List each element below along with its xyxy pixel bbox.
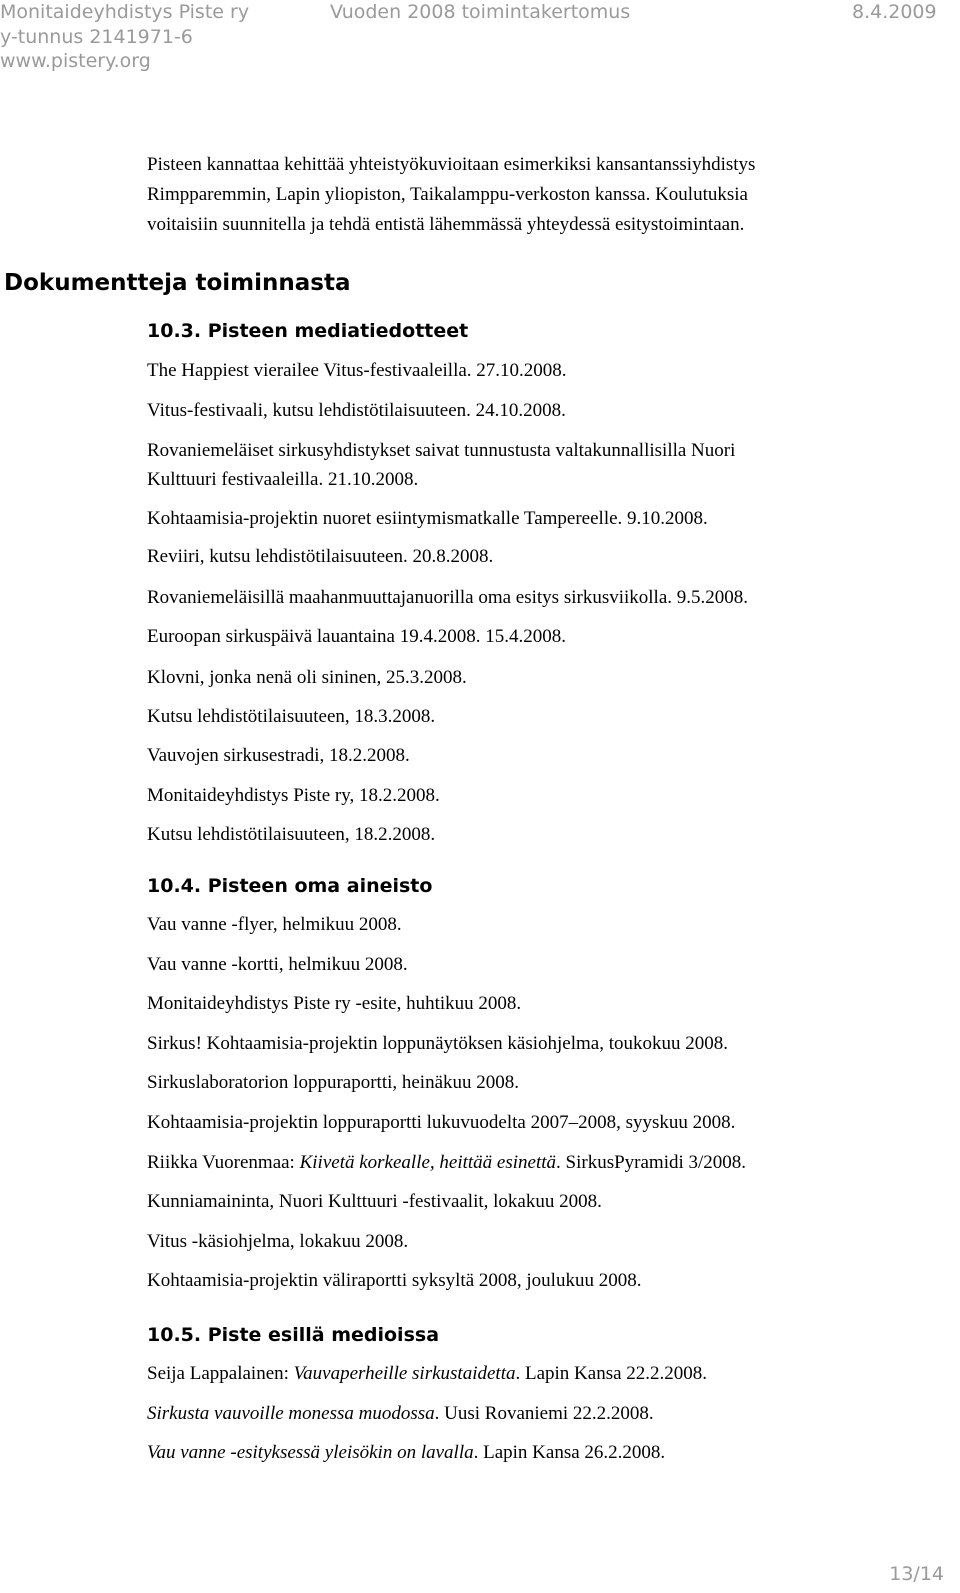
list-item: Sirkus! Kohtaamisia-projektin loppunäytöksen käsiohjelma, toukokuu 2008. — [147, 1033, 729, 1054]
list-item: The Happiest vierailee Vitus-festivaaleilla. 27.10.2008. — [147, 360, 567, 381]
header-org: Monitaideyhdistys Piste ry — [0, 1, 250, 23]
source: . Lapin Kansa 22.2.2008. — [515, 1363, 708, 1384]
intro-paragraph — [147, 150, 937, 240]
header-website[interactable]: www.pistery.org — [0, 50, 151, 72]
list-item: Vau vanne -flyer, helmikuu 2008. — [147, 914, 402, 935]
author: Seija Lappalainen: — [147, 1363, 294, 1384]
header-title: Vuoden 2008 toimintakertomus — [330, 1, 631, 23]
intro-line: voitaisiin suunnitella ja tehdä entistä lähemmässä yhteydessä esitystoimintaan. — [147, 214, 745, 235]
section-title: Dokumentteja toiminnasta — [4, 270, 351, 296]
source: . Uusi Rovaniemi 22.2.2008. — [434, 1403, 654, 1424]
intro-line: Rimpparemmin, Lapin yliopiston, Taikalamppu-verkoston kanssa. Koulutuksia — [147, 184, 748, 205]
list-item: Rovaniemeläisillä maahanmuuttajanuorilla oma esitys sirkusviikolla. 9.5.2008. — [147, 587, 749, 608]
list-item: Kunniamaininta, Nuori Kulttuuri -festivaalit, lokakuu 2008. — [147, 1191, 602, 1212]
article-title: Vauvaperheille sirkustaidetta — [293, 1363, 516, 1384]
media-item — [147, 1438, 665, 1468]
heading-media: 10.5. Piste esillä medioissa — [147, 1324, 440, 1346]
list-item: Kohtaamisia-projektin loppuraportti lukuvuodelta 2007–2008, syyskuu 2008. — [147, 1112, 736, 1133]
header-date: 8.4.2009 — [852, 1, 937, 23]
heading-own-material: 10.4. Pisteen oma aineisto — [147, 875, 433, 897]
list-item: Euroopan sirkuspäivä lauantaina 19.4.2008. 15.4.2008. — [147, 626, 566, 647]
article-title: Sirkusta vauvoille monessa muodossa — [147, 1403, 435, 1424]
list-item: Monitaideyhdistys Piste ry, 18.2.2008. — [147, 785, 440, 806]
list-item: Kulttuuri festivaaleilla. 21.10.2008. — [147, 469, 419, 490]
article-title: Vau vanne -esityksessä yleisökin on lavalla — [147, 1442, 474, 1463]
media-item — [147, 1399, 654, 1429]
work-title: Kiivetä korkealle, heittää esinettä — [299, 1152, 557, 1173]
intro-line: Pisteen kannattaa kehittää yhteistyökuvioitaan esimerkiksi kansantanssiyhdistys — [147, 154, 756, 175]
list-item: Kohtaamisia-projektin väliraportti syksyltä 2008, joulukuu 2008. — [147, 1270, 642, 1291]
list-item: Sirkuslaboratorion loppuraportti, heinäkuu 2008. — [147, 1072, 520, 1093]
list-item-riikka — [147, 1148, 746, 1178]
list-item: Rovaniemeläiset sirkusyhdistykset saivat tunnustusta valtakunnallisilla Nuori — [147, 440, 736, 461]
list-item: Vauvojen sirkusestradi, 18.2.2008. — [147, 745, 410, 766]
media-item — [147, 1359, 707, 1389]
list-item: Kutsu lehdistötilaisuuteen, 18.2.2008. — [147, 824, 436, 845]
page-number: 13/14 — [889, 1563, 944, 1585]
list-item: Reviiri, kutsu lehdistötilaisuuteen. 20.8.2008. — [147, 546, 494, 567]
list-item: Vitus -käsiohjelma, lokakuu 2008. — [147, 1231, 409, 1252]
list-item: Kohtaamisia-projektin nuoret esiintymismatkalle Tampereelle. 9.10.2008. — [147, 508, 708, 529]
list-item: Vitus-festivaali, kutsu lehdistötilaisuuteen. 24.10.2008. — [147, 400, 566, 421]
source: . Lapin Kansa 26.2.2008. — [473, 1442, 666, 1463]
heading-media-releases: 10.3. Pisteen mediatiedotteet — [147, 320, 469, 342]
author: Riikka Vuorenmaa: — [147, 1152, 300, 1173]
list-item: Monitaideyhdistys Piste ry -esite, huhtikuu 2008. — [147, 993, 522, 1014]
list-item: Vau vanne -kortti, helmikuu 2008. — [147, 954, 408, 975]
list-item: Klovni, jonka nenä oli sininen, 25.3.2008. — [147, 667, 467, 688]
source: . SirkusPyramidi 3/2008. — [556, 1152, 747, 1173]
header-business-id: y-tunnus 2141971-6 — [0, 26, 193, 48]
list-item: Kutsu lehdistötilaisuuteen, 18.3.2008. — [147, 706, 436, 727]
